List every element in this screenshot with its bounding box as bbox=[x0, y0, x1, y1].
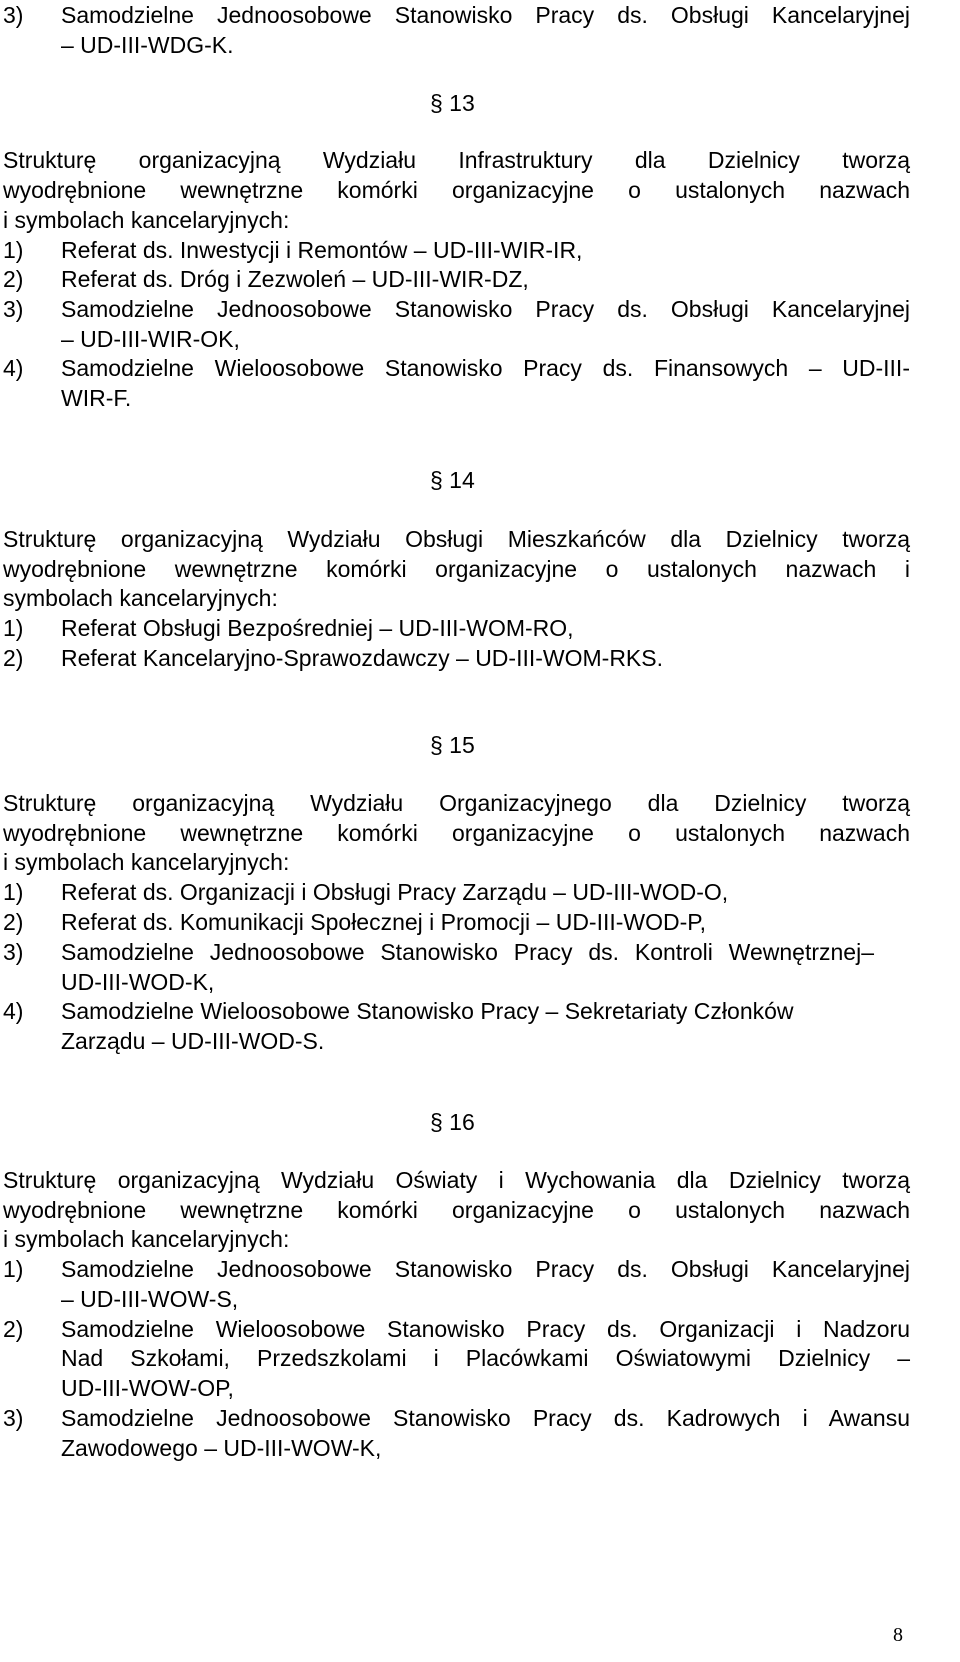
item-text-line: Referat Kancelaryjno-Sprawozdawczy – UD-III-WOM-RKS. bbox=[61, 645, 663, 671]
item-text-line: Samodzielne Wieloosobowe Stanowisko Pracy ds. Finansowych – UD-III- bbox=[61, 355, 910, 381]
item-number: 2) bbox=[3, 909, 24, 935]
section-heading: § 13 bbox=[430, 90, 475, 116]
section-intro-line: Strukturę organizacyjną Wydziału Obsługi Mieszkańców dla Dzielnicy tworzą bbox=[3, 526, 910, 552]
section-intro-line: wyodrębnione wewnętrzne komórki organizacyjne o ustalonych nazwach bbox=[3, 1197, 910, 1223]
item-text-line: Referat ds. Komunikacji Społecznej i Promocji – UD-III-WOD-P, bbox=[61, 909, 707, 935]
item-text-line: Referat ds. Organizacji i Obsługi Pracy Zarządu – UD-III-WOD-O, bbox=[61, 879, 729, 905]
item-text-line: Referat Obsługi Bezpośredniej – UD-III-WOM-RO, bbox=[61, 615, 574, 641]
section-intro-line: Strukturę organizacyjną Wydziału Organizacyjnego dla Dzielnicy tworzą bbox=[3, 790, 910, 816]
section-intro-line: wyodrębnione wewnętrzne komórki organizacyjne o ustalonych nazwach bbox=[3, 177, 910, 203]
item-number: 3) bbox=[3, 2, 24, 28]
item-text-line: Samodzielne Jednoosobowe Stanowisko Pracy ds. Kontroli Wewnętrznej– bbox=[61, 939, 874, 965]
section-intro-line: symbolach kancelaryjnych: bbox=[3, 585, 278, 611]
item-number: 3) bbox=[3, 1405, 24, 1431]
item-text-line: Samodzielne Jednoosobowe Stanowisko Pracy ds. Obsługi Kancelaryjnej bbox=[61, 1256, 910, 1282]
item-number: 3) bbox=[3, 939, 24, 965]
item-text-line: Samodzielne Jednoosobowe Stanowisko Pracy ds. Kadrowych i Awansu bbox=[61, 1405, 910, 1431]
item-text-line: – UD-III-WIR-OK, bbox=[61, 326, 240, 352]
item-number: 3) bbox=[3, 296, 24, 322]
section-intro-line: Strukturę organizacyjną Wydziału Oświaty i Wychowania dla Dzielnicy tworzą bbox=[3, 1167, 910, 1193]
item-number: 1) bbox=[3, 237, 24, 263]
section-intro-line: i symbolach kancelaryjnych: bbox=[3, 1226, 290, 1252]
item-text-line: UD-III-WOD-K, bbox=[61, 969, 215, 995]
item-number: 1) bbox=[3, 879, 24, 905]
item-text-line: WIR-F. bbox=[61, 385, 132, 411]
item-text-line: Referat ds. Dróg i Zezwoleń – UD-III-WIR-DZ, bbox=[61, 266, 529, 292]
section-heading: § 16 bbox=[430, 1109, 475, 1135]
item-number: 4) bbox=[3, 998, 24, 1024]
item-text-line: Zawodowego – UD-III-WOW-K, bbox=[61, 1435, 382, 1461]
item-text-line: – UD-III-WOW-S, bbox=[61, 1286, 239, 1312]
item-text-line: Zarządu – UD-III-WOD-S. bbox=[61, 1028, 325, 1054]
section-intro-line: i symbolach kancelaryjnych: bbox=[3, 849, 290, 875]
section-heading: § 15 bbox=[430, 732, 475, 758]
item-number: 4) bbox=[3, 355, 24, 381]
item-text-line: Referat ds. Inwestycji i Remontów – UD-III-WIR-IR, bbox=[61, 237, 583, 263]
item-text-line: – UD-III-WDG-K. bbox=[61, 32, 234, 58]
page-number: 8 bbox=[893, 1624, 903, 1646]
item-number: 2) bbox=[3, 645, 24, 671]
section-intro-line: Strukturę organizacyjną Wydziału Infrastruktury dla Dzielnicy tworzą bbox=[3, 147, 910, 173]
item-text-line: Samodzielne Wieloosobowe Stanowisko Pracy – Sekretariaty Członków bbox=[61, 998, 794, 1024]
item-number: 2) bbox=[3, 266, 24, 292]
section-intro-line: wyodrębnione wewnętrzne komórki organizacyjne o ustalonych nazwach i bbox=[3, 556, 910, 582]
item-number: 1) bbox=[3, 1256, 24, 1282]
item-number: 2) bbox=[3, 1316, 24, 1342]
section-intro-line: i symbolach kancelaryjnych: bbox=[3, 207, 290, 233]
item-text-line: UD-III-WOW-OP, bbox=[61, 1375, 234, 1401]
item-text-line: Nad Szkołami, Przedszkolami i Placówkami Oświatowymi Dzielnicy – bbox=[61, 1345, 910, 1371]
item-text-line: Samodzielne Jednoosobowe Stanowisko Pracy ds. Obsługi Kancelaryjnej bbox=[61, 296, 910, 322]
item-text-line: Samodzielne Jednoosobowe Stanowisko Pracy ds. Obsługi Kancelaryjnej bbox=[61, 2, 910, 28]
item-number: 1) bbox=[3, 615, 24, 641]
section-heading: § 14 bbox=[430, 467, 475, 493]
item-text-line: Samodzielne Wieloosobowe Stanowisko Pracy ds. Organizacji i Nadzoru bbox=[61, 1316, 910, 1342]
section-intro-line: wyodrębnione wewnętrzne komórki organizacyjne o ustalonych nazwach bbox=[3, 820, 910, 846]
